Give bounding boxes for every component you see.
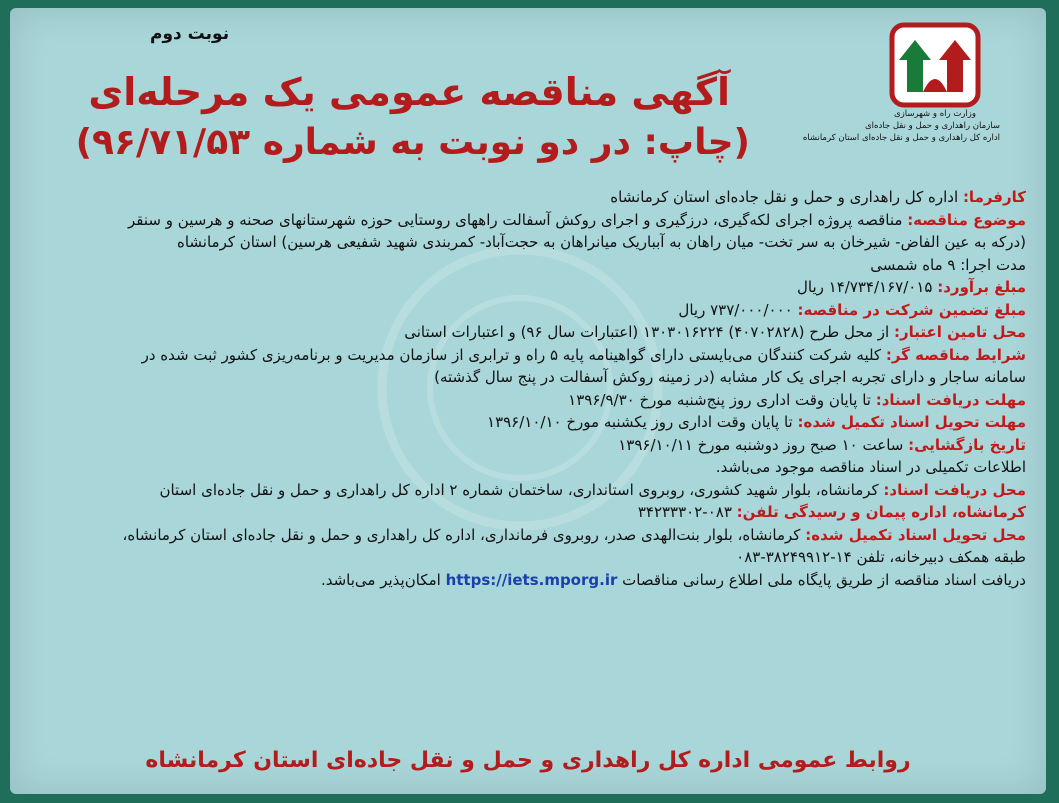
round-label: نوبت دوم [150,24,230,44]
line-receive-place: محل دریافت اسناد: کرمانشاه، بلوار شهید کشوری، روبروی استانداری، ساختمان شماره ۲ اداره کل راهداری و حمل و نقل جاده‌ای استان [159,480,1026,499]
line-subject: موضوع مناقصه: مناقصه پروژه اجرای لکه‌گیری، درزگیری و اجرای روکش آسفالت راههای روستایی حوزه شهرستانهای صحنه و هرسین و سنقر [128,210,1026,229]
notice-subtitle: (چاپ: در دو نوبت به شماره ۹۶/۷۱/۵۳) [75,122,750,163]
tender-notice [10,8,1046,794]
portal-link[interactable]: https://iets.mporg.ir [445,570,618,589]
line-estimate: مبلغ برآورد: ۱۴/۷۳۴/۱۶۷/۰۱۵ ریال [797,278,1026,296]
line-conditions: شرایط مناقصه گر: کلیه شرکت کنندگان می‌بایستی دارای گواهینامه پایه ۵ راه و ترابری از سازمان مدیریت و برنامه‌ریزی کشور ثبت شده در [141,345,1026,364]
line-funding: محل تامین اعتبار: از محل طرح (۴۰۷۰۲۸۲۸) ۱۳۰۳۰۱۶۲۲۴ (اعتبارات سال ۹۶) و اعتبارات استانی [404,323,1026,341]
line-duration: مدت اجرا: ۹ ماه شمسی [870,255,1026,274]
notice-body [26,186,1026,591]
line-submit-place: محل تحویل اسناد تکمیل شده: کرمانشاه، بلوار بنت‌الهدی صدر، روبروی فرمانداری، اداره کل راهداری و حمل و نقل جاده‌ای استان کرمانشاه، [122,525,1026,544]
line-portal: دریافت اسناد مناقصه از طریق پایگاه ملی اطلاع رسانی مناقصات https://iets.mporg.ir امکان‌پذیر می‌باشد. [320,570,1026,589]
public-relations-signature: روابط عمومی اداره کل راهداری و حمل و نقل جاده‌ای استان کرمانشاه [145,748,911,773]
logo-caption-office: اداره کل راهداری و حمل و نقل جاده‌ای استان کرمانشاه [802,133,1000,143]
line-receive-deadline: مهلت دریافت اسناد: تا پایان وقت اداری روز پنج‌شنبه مورخ ۱۳۹۶/۹/۳۰ [568,390,1026,409]
ministry-logo [802,22,1000,172]
road-ministry-logo-icon [889,22,981,108]
line-opening-date: تاریخ بازگشایی: ساعت ۱۰ صبح روز دوشنبه مورخ ۱۳۹۶/۱۰/۱۱ [618,435,1026,454]
line-submit-deadline: مهلت تحویل اسناد تکمیل شده: تا پایان وقت اداری روز یکشنبه مورخ ۱۳۹۶/۱۰/۱۰ [487,413,1026,431]
line-employer: کارفرما: اداره کل راهداری و حمل و نقل جاده‌ای استان کرمانشاه [610,188,1026,206]
logo-caption-organization: سازمان راهداری و حمل و نقل جاده‌ای [865,121,1000,131]
notice-title: آگهی مناقصه عمومی یک مرحله‌ای [88,70,730,114]
line-receive-phone: کرمانشاه، اداره پیمان و رسیدگی تلفن: ۰۸۳-۳۴۲۳۳۳۰۲ [637,503,1026,521]
line-conditions-cont: سامانه ساجار و دارای تجربه اجرای یک کار مشابه (در زمینه روکش آسفالت در پنج سال گذشته) [434,368,1026,386]
line-guarantee: مبلغ تضمین شرکت در مناقصه: ۷۳۷/۰۰۰/۰۰۰ ریال [678,300,1026,319]
line-more-info: اطلاعات تکمیلی در اسناد مناقصه موجود می‌باشد. [715,458,1026,476]
logo-caption-ministry: وزارت راه و شهرسازی [893,109,976,119]
line-submit-phone: طبقه همکف دبیرخانه، تلفن ۱۴-۳۸۲۴۹۹۱۲-۰۸۳ [736,548,1026,566]
line-subject-cont: (درکه به عین الفاض- شیرخان به سر تخت- میان راهان به آبباریک میانراهان به حجت‌آباد- کمربندی شهید شفیعی هرسین) استان کرمانشاه [177,233,1026,251]
